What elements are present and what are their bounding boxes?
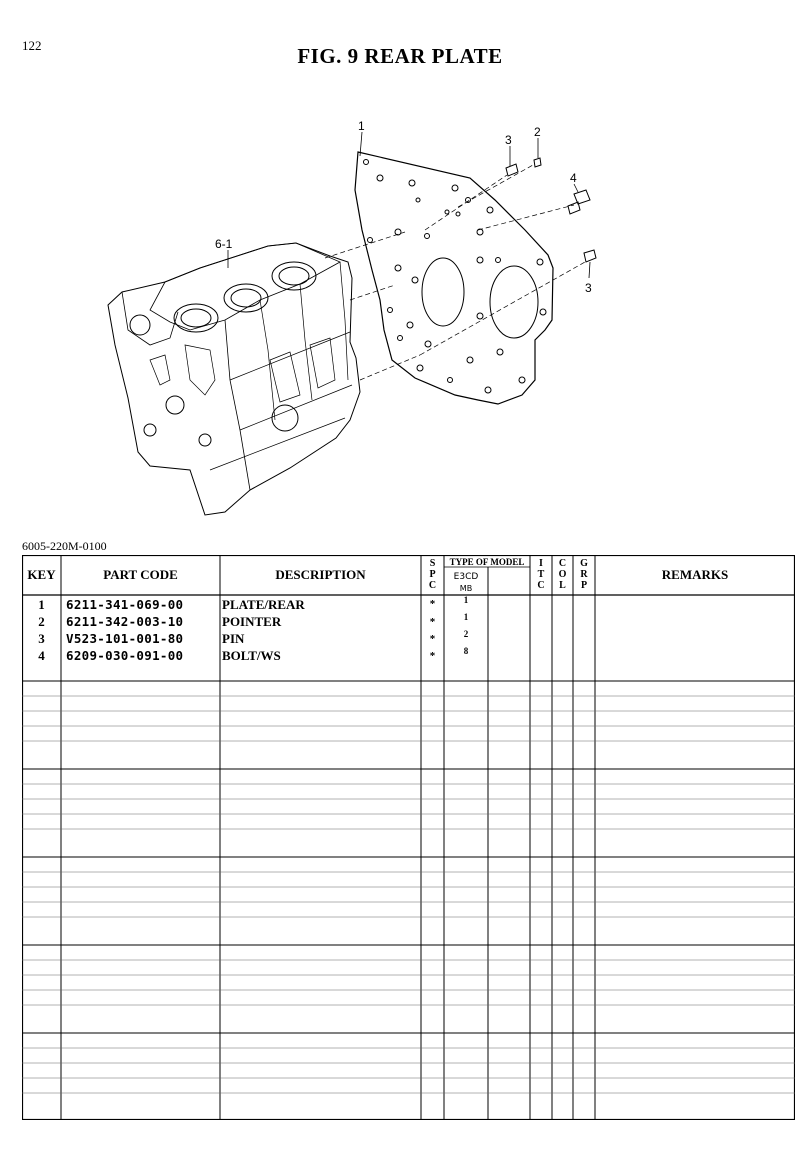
header-col: C O L [558, 558, 567, 591]
header-spc: S P C [428, 558, 437, 591]
bolt-illustration [568, 190, 590, 214]
engine-block-illustration [108, 243, 360, 515]
rear-plate-illustration [355, 152, 553, 404]
row-key: 2 [38, 614, 45, 629]
assembly-lines [325, 165, 585, 380]
header-key: KEY [27, 567, 56, 582]
pin-bottom-illustration [584, 250, 596, 262]
header-itc: I T C [537, 558, 545, 591]
row-part-code: V523-101-001-80 [66, 631, 184, 646]
header-model-sub: MB [459, 584, 473, 593]
row-part-code: 6211-341-069-00 [66, 597, 184, 612]
row-description: PIN [222, 631, 245, 646]
figure-title: FIG. 9 REAR PLATE [297, 44, 503, 68]
header-type-of-model: TYPE OF MODEL [449, 557, 525, 567]
row-description: PLATE/REAR [222, 597, 305, 612]
header-model-name: E3CD [453, 572, 479, 582]
header-remarks: REMARKS [661, 567, 729, 582]
parts-table [22, 555, 795, 1120]
document-code: 6005-220M-0100 [22, 539, 107, 553]
row-part-code: 6209-030-091-00 [66, 648, 184, 663]
page-number: 122 [22, 38, 42, 53]
row-qty: 1 [463, 612, 469, 622]
header-grp: G R P [580, 558, 588, 591]
exploded-parts-drawing [0, 0, 800, 530]
row-spc: * [429, 650, 436, 662]
callout-6-1: 6-1 [215, 237, 233, 251]
pointer-illustration [534, 158, 541, 167]
row-description: POINTER [222, 614, 282, 629]
row-qty: 1 [463, 595, 469, 605]
header-part-code: PART CODE [103, 567, 178, 582]
row-spc: * [429, 616, 436, 628]
row-spc: * [429, 633, 436, 645]
row-qty: 8 [463, 646, 469, 656]
row-description: BOLT/WS [222, 648, 281, 663]
row-key: 1 [38, 597, 45, 612]
callout-2: 2 [534, 125, 541, 139]
callout-3-top: 3 [505, 133, 512, 147]
callout-4: 4 [570, 171, 577, 185]
row-key: 4 [38, 648, 45, 663]
callout-1: 1 [358, 119, 365, 133]
callout-3-bottom: 3 [585, 281, 592, 295]
row-qty: 2 [463, 629, 469, 639]
row-spc: * [429, 598, 436, 610]
header-description: DESCRIPTION [275, 567, 366, 582]
row-key: 3 [38, 631, 45, 646]
row-part-code: 6211-342-003-10 [66, 614, 184, 629]
